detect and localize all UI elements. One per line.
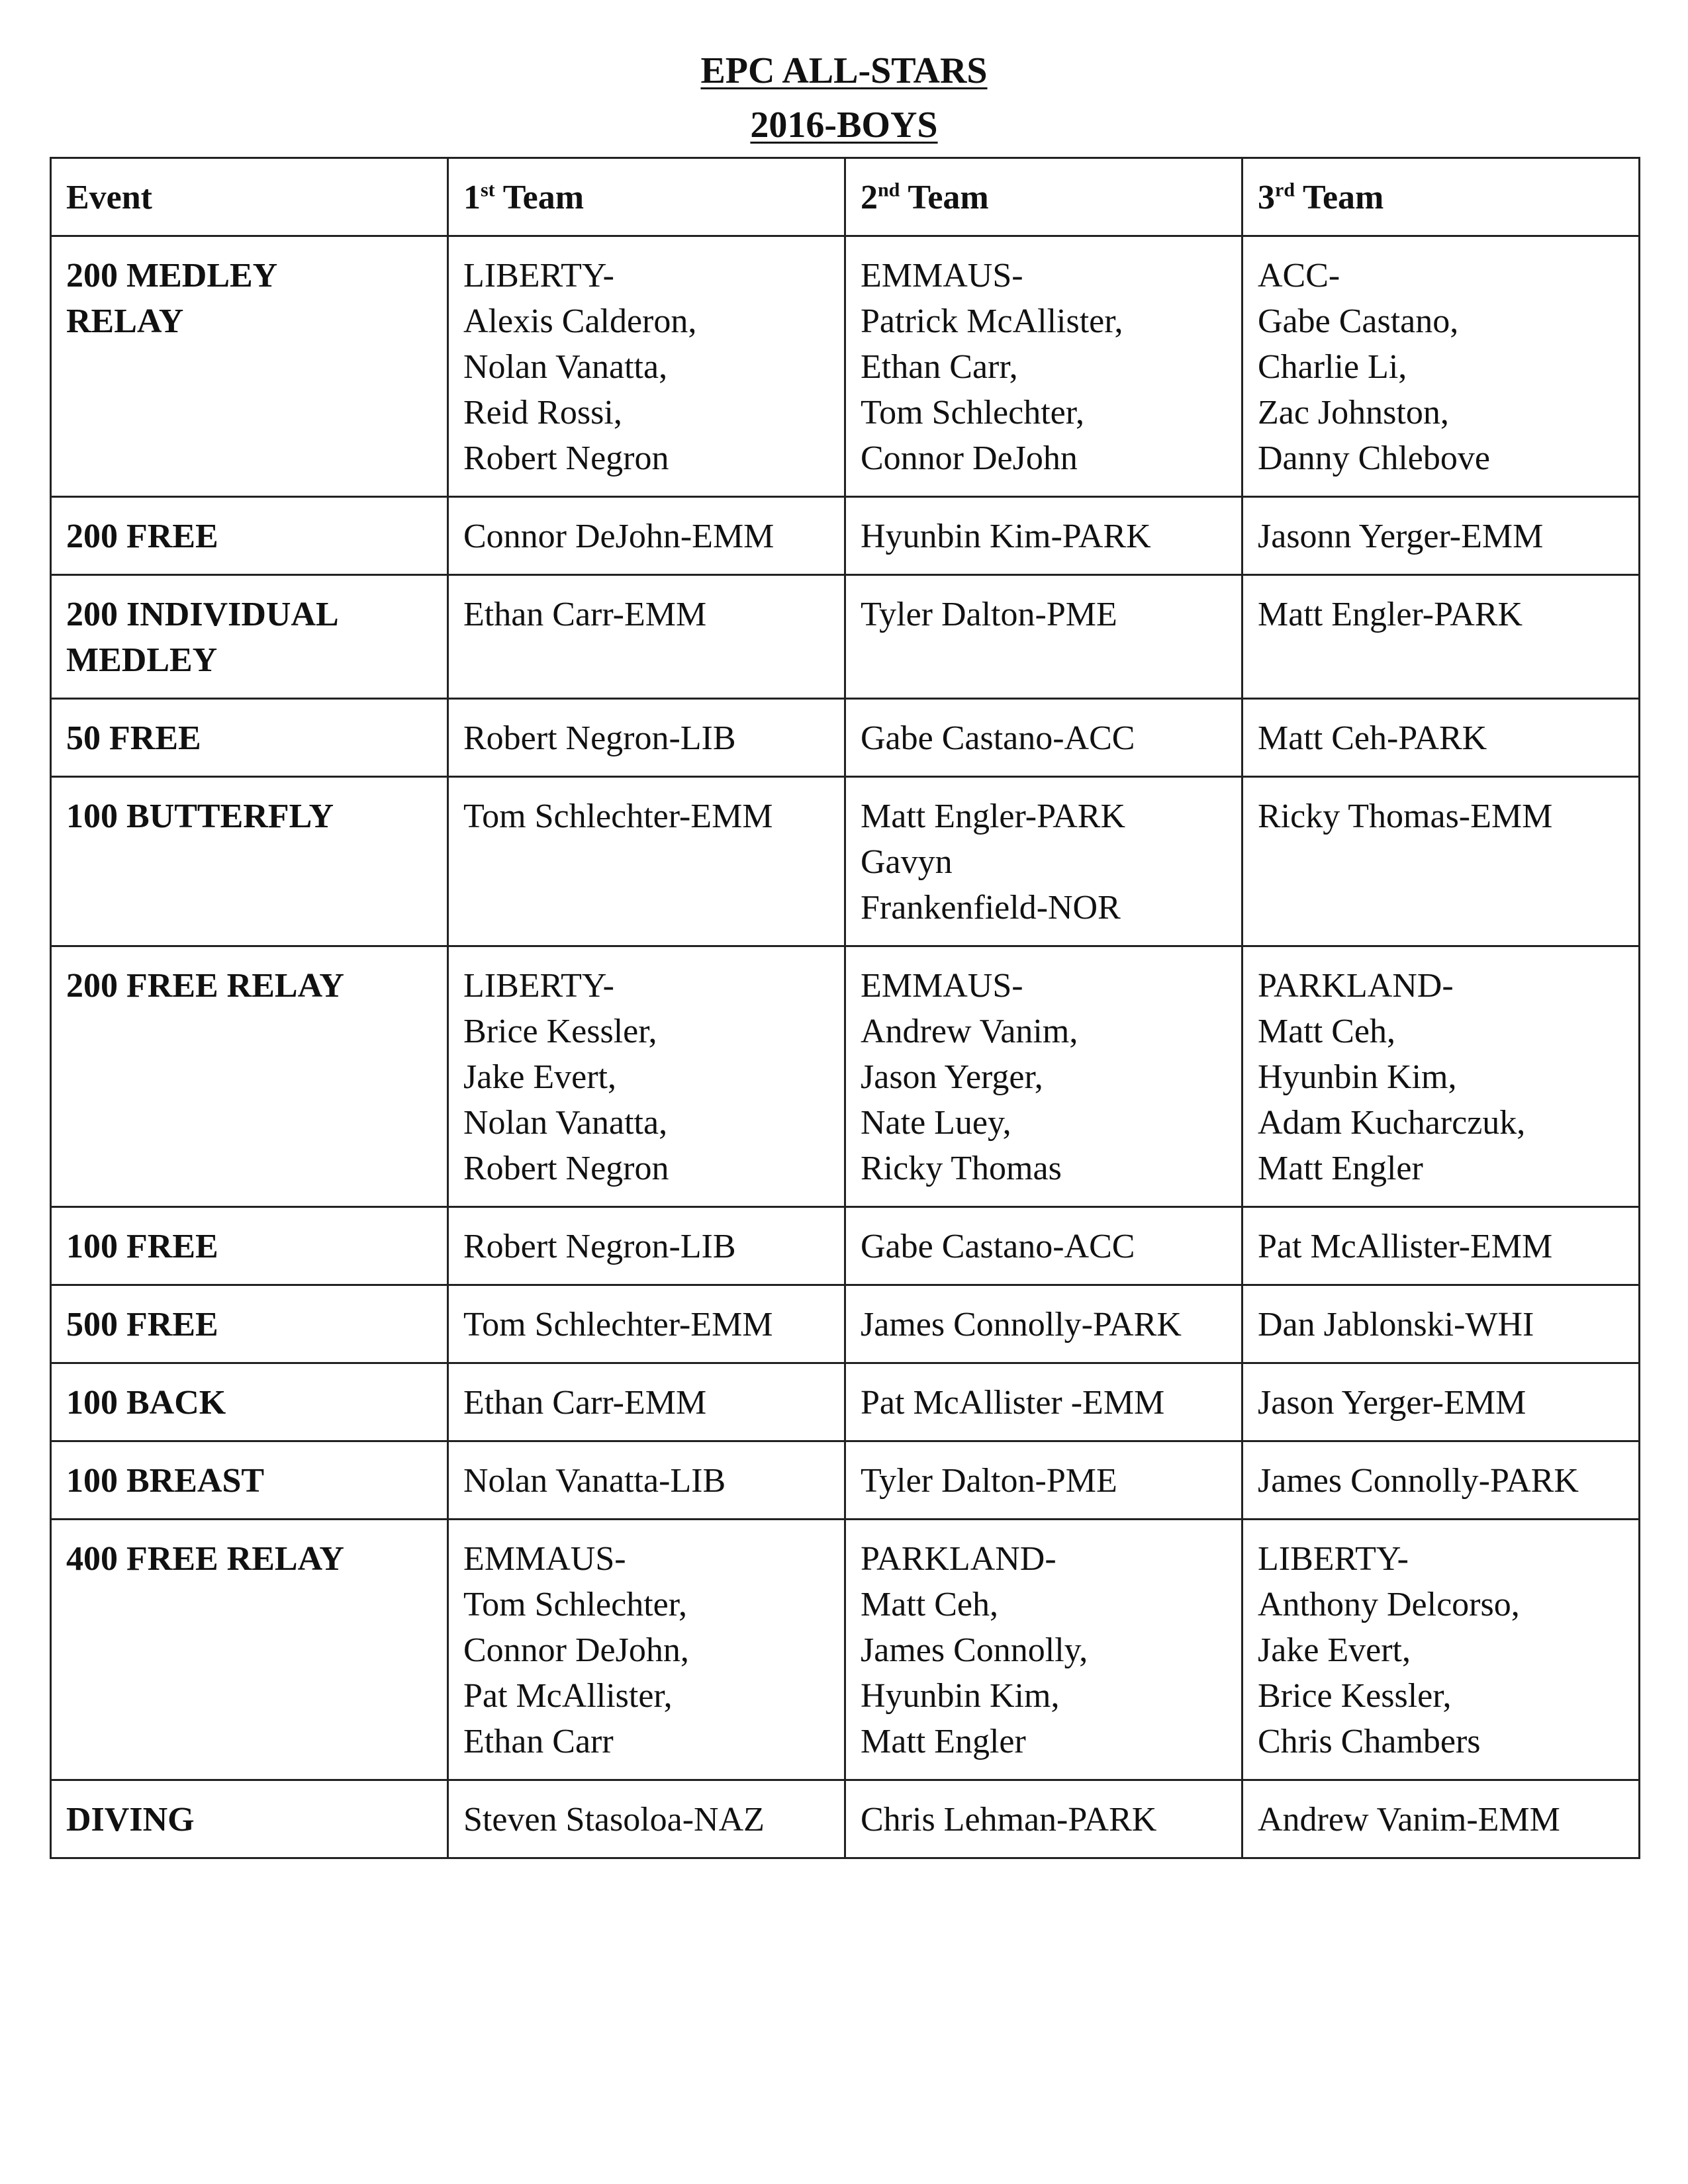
entry-line: Jason Yerger, (861, 1058, 1043, 1096)
table-row (51, 946, 1640, 1207)
event-cell (51, 236, 448, 497)
second-team-cell (845, 946, 1243, 1207)
entry-line: Charlie Li, (1258, 348, 1407, 386)
entry-line: EMMAUS- (861, 967, 1023, 1005)
entry-line: James Connolly-PARK (861, 1306, 1182, 1343)
entry-line: Danny Chlebove (1258, 439, 1490, 477)
entry-line: Gavyn (861, 843, 953, 881)
event-name-line: 200 INDIVIDUAL (66, 596, 339, 633)
header-second-sup: nd (878, 179, 900, 201)
event-name-line: DIVING (66, 1801, 195, 1839)
entry-line: Hyunbin Kim, (1258, 1058, 1457, 1096)
entry-line: Andrew Vanim, (861, 1013, 1078, 1050)
document-title (0, 44, 1688, 152)
first-team-cell (448, 1207, 845, 1285)
entry-line: Pat McAllister -EMM (861, 1384, 1165, 1422)
entry-line: Nate Luey, (861, 1104, 1011, 1142)
event-cell (51, 777, 448, 946)
table-row (51, 1441, 1640, 1520)
entry-line: Patrick McAllister, (861, 302, 1123, 340)
first-team-cell (448, 1285, 845, 1363)
event-name-line: 500 FREE (66, 1306, 218, 1343)
title-line-2: 2016-BOYS (750, 105, 938, 146)
header-first-sup: st (481, 179, 495, 201)
second-team-cell (845, 1285, 1243, 1363)
second-team-cell (845, 1520, 1243, 1780)
event-name-line: 100 FREE (66, 1228, 218, 1265)
third-team-cell (1243, 699, 1640, 777)
third-team-cell (1243, 946, 1640, 1207)
entry-line: Brice Kessler, (463, 1013, 657, 1050)
table-body (51, 236, 1640, 1858)
second-team-cell (845, 1780, 1243, 1858)
event-name-line: 50 FREE (66, 719, 201, 757)
third-team-cell (1243, 777, 1640, 946)
entry-line: Ethan Carr, (861, 348, 1018, 386)
event-cell (51, 575, 448, 699)
entry-line: Dan Jablonski-WHI (1258, 1306, 1534, 1343)
entry-line: Zac Johnston, (1258, 394, 1449, 432)
table-row (51, 777, 1640, 946)
table-row (51, 1285, 1640, 1363)
entry-line: Matt Engler (1258, 1150, 1423, 1187)
first-team-cell (448, 699, 845, 777)
entry-line: LIBERTY- (1258, 1540, 1409, 1578)
header-third-word: Team (1295, 179, 1384, 216)
entry-line: EMMAUS- (861, 257, 1023, 295)
event-name-line: MEDLEY (66, 641, 218, 679)
third-team-cell (1243, 1363, 1640, 1441)
table-row (51, 1780, 1640, 1858)
entry-line: Nolan Vanatta-LIB (463, 1462, 726, 1500)
table-row (51, 575, 1640, 699)
third-team-cell (1243, 1780, 1640, 1858)
event-name-line: 200 FREE (66, 518, 218, 555)
second-team-cell (845, 1363, 1243, 1441)
entry-line: Steven Stasoloa-NAZ (463, 1801, 765, 1839)
entry-line: Robert Negron (463, 439, 669, 477)
first-team-cell (448, 497, 845, 575)
entry-line: Gabe Castano-ACC (861, 719, 1135, 757)
entry-line: Robert Negron-LIB (463, 1228, 736, 1265)
table-row (51, 699, 1640, 777)
entry-line: Andrew Vanim-EMM (1258, 1801, 1560, 1839)
entry-line: Tom Schlechter, (463, 1586, 687, 1623)
table-header-row (51, 158, 1640, 236)
entry-line: Brice Kessler, (1258, 1677, 1452, 1715)
third-team-cell (1243, 1285, 1640, 1363)
entry-line: Matt Ceh-PARK (1258, 719, 1487, 757)
entry-line: Matt Engler (861, 1723, 1026, 1760)
first-team-cell (448, 777, 845, 946)
entry-line: Nolan Vanatta, (463, 1104, 668, 1142)
first-team-cell (448, 1780, 845, 1858)
third-team-cell (1243, 236, 1640, 497)
first-team-cell (448, 1441, 845, 1520)
event-cell (51, 1780, 448, 1858)
entry-line: Tom Schlechter, (861, 394, 1084, 432)
entry-line: Jake Evert, (1258, 1631, 1411, 1669)
second-team-cell (845, 497, 1243, 575)
second-team-cell (845, 575, 1243, 699)
second-team-cell (845, 236, 1243, 497)
entry-line: ACC- (1258, 257, 1340, 295)
table-row (51, 497, 1640, 575)
entry-line: Ethan Carr (463, 1723, 614, 1760)
header-second-word: Team (900, 179, 989, 216)
second-team-cell (845, 1441, 1243, 1520)
third-team-cell (1243, 575, 1640, 699)
entry-line: Matt Ceh, (861, 1586, 998, 1623)
entry-line: Ethan Carr-EMM (463, 1384, 707, 1422)
entry-line: Alexis Calderon, (463, 302, 697, 340)
entry-line: Matt Engler-PARK (861, 797, 1126, 835)
header-first-word: Team (494, 179, 585, 216)
event-name-line: 400 FREE RELAY (66, 1540, 344, 1578)
entry-line: Hyunbin Kim, (861, 1677, 1060, 1715)
entry-line: Jasonn Yerger-EMM (1258, 518, 1544, 555)
entry-line: Tom Schlechter-EMM (463, 1306, 773, 1343)
event-cell (51, 946, 448, 1207)
header-event-label: Event (66, 179, 152, 216)
header-third-sup: rd (1275, 179, 1295, 201)
event-cell (51, 1363, 448, 1441)
event-name-line: 100 BREAST (66, 1462, 265, 1500)
entry-line: Pat McAllister-EMM (1258, 1228, 1553, 1265)
entry-line: Tom Schlechter-EMM (463, 797, 773, 835)
table-row (51, 1520, 1640, 1780)
entry-line: Tyler Dalton-PME (861, 1462, 1117, 1500)
header-third-num: 3 (1258, 179, 1275, 216)
event-name-line: RELAY (66, 302, 184, 340)
entry-line: Connor DeJohn-EMM (463, 518, 774, 555)
table-row (51, 1363, 1640, 1441)
entry-line: Robert Negron (463, 1150, 669, 1187)
second-team-cell (845, 1207, 1243, 1285)
second-team-cell (845, 777, 1243, 946)
entry-line: Matt Engler-PARK (1258, 596, 1523, 633)
entry-line: Robert Negron-LIB (463, 719, 736, 757)
event-cell (51, 1520, 448, 1780)
header-second-team (845, 158, 1243, 236)
entry-line: James Connolly, (861, 1631, 1088, 1669)
event-cell (51, 699, 448, 777)
event-name-line: 100 BUTTERFLY (66, 797, 334, 835)
entry-line: EMMAUS- (463, 1540, 626, 1578)
event-name-line: 200 FREE RELAY (66, 967, 344, 1005)
event-cell (51, 497, 448, 575)
first-team-cell (448, 946, 845, 1207)
header-event (51, 158, 448, 236)
entry-line: Chris Chambers (1258, 1723, 1481, 1760)
title-line-1: EPC ALL-STARS (700, 50, 988, 91)
table-row (51, 236, 1640, 497)
entry-line: Chris Lehman-PARK (861, 1801, 1157, 1839)
third-team-cell (1243, 497, 1640, 575)
header-third-team (1243, 158, 1640, 236)
first-team-cell (448, 575, 845, 699)
entry-line: Jason Yerger-EMM (1258, 1384, 1526, 1422)
event-cell (51, 1285, 448, 1363)
header-first-team (448, 158, 845, 236)
first-team-cell (448, 1520, 845, 1780)
entry-line: PARKLAND- (861, 1540, 1056, 1578)
entry-line: Gabe Castano-ACC (861, 1228, 1135, 1265)
entry-line: LIBERTY- (463, 967, 614, 1005)
entry-line: Connor DeJohn (861, 439, 1078, 477)
entry-line: Matt Ceh, (1258, 1013, 1395, 1050)
first-team-cell (448, 1363, 845, 1441)
entry-line: Nolan Vanatta, (463, 348, 668, 386)
event-cell (51, 1441, 448, 1520)
entry-line: Connor DeJohn, (463, 1631, 689, 1669)
event-cell (51, 1207, 448, 1285)
event-name-line: 100 BACK (66, 1384, 226, 1422)
entry-line: Ethan Carr-EMM (463, 596, 707, 633)
third-team-cell (1243, 1207, 1640, 1285)
entry-line: James Connolly-PARK (1258, 1462, 1579, 1500)
second-team-cell (845, 699, 1243, 777)
event-name-line: 200 MEDLEY (66, 257, 278, 295)
entry-line: Tyler Dalton-PME (861, 596, 1117, 633)
third-team-cell (1243, 1441, 1640, 1520)
header-first-num: 1 (463, 179, 481, 216)
entry-line: Anthony Delcorso, (1258, 1586, 1520, 1623)
entry-line: Hyunbin Kim-PARK (861, 518, 1151, 555)
entry-line: Pat McAllister, (463, 1677, 673, 1715)
first-team-cell (448, 236, 845, 497)
entry-line: Gabe Castano, (1258, 302, 1459, 340)
entry-line: Jake Evert, (463, 1058, 617, 1096)
entry-line: Adam Kucharczuk, (1258, 1104, 1526, 1142)
entry-line: PARKLAND- (1258, 967, 1454, 1005)
entry-line: Reid Rossi, (463, 394, 622, 432)
entry-line: Ricky Thomas-EMM (1258, 797, 1553, 835)
header-second-num: 2 (861, 179, 878, 216)
all-stars-table (50, 157, 1640, 1859)
entry-line: Frankenfield-NOR (861, 889, 1121, 927)
third-team-cell (1243, 1520, 1640, 1780)
entry-line: LIBERTY- (463, 257, 614, 295)
entry-line: Ricky Thomas (861, 1150, 1062, 1187)
table-row (51, 1207, 1640, 1285)
